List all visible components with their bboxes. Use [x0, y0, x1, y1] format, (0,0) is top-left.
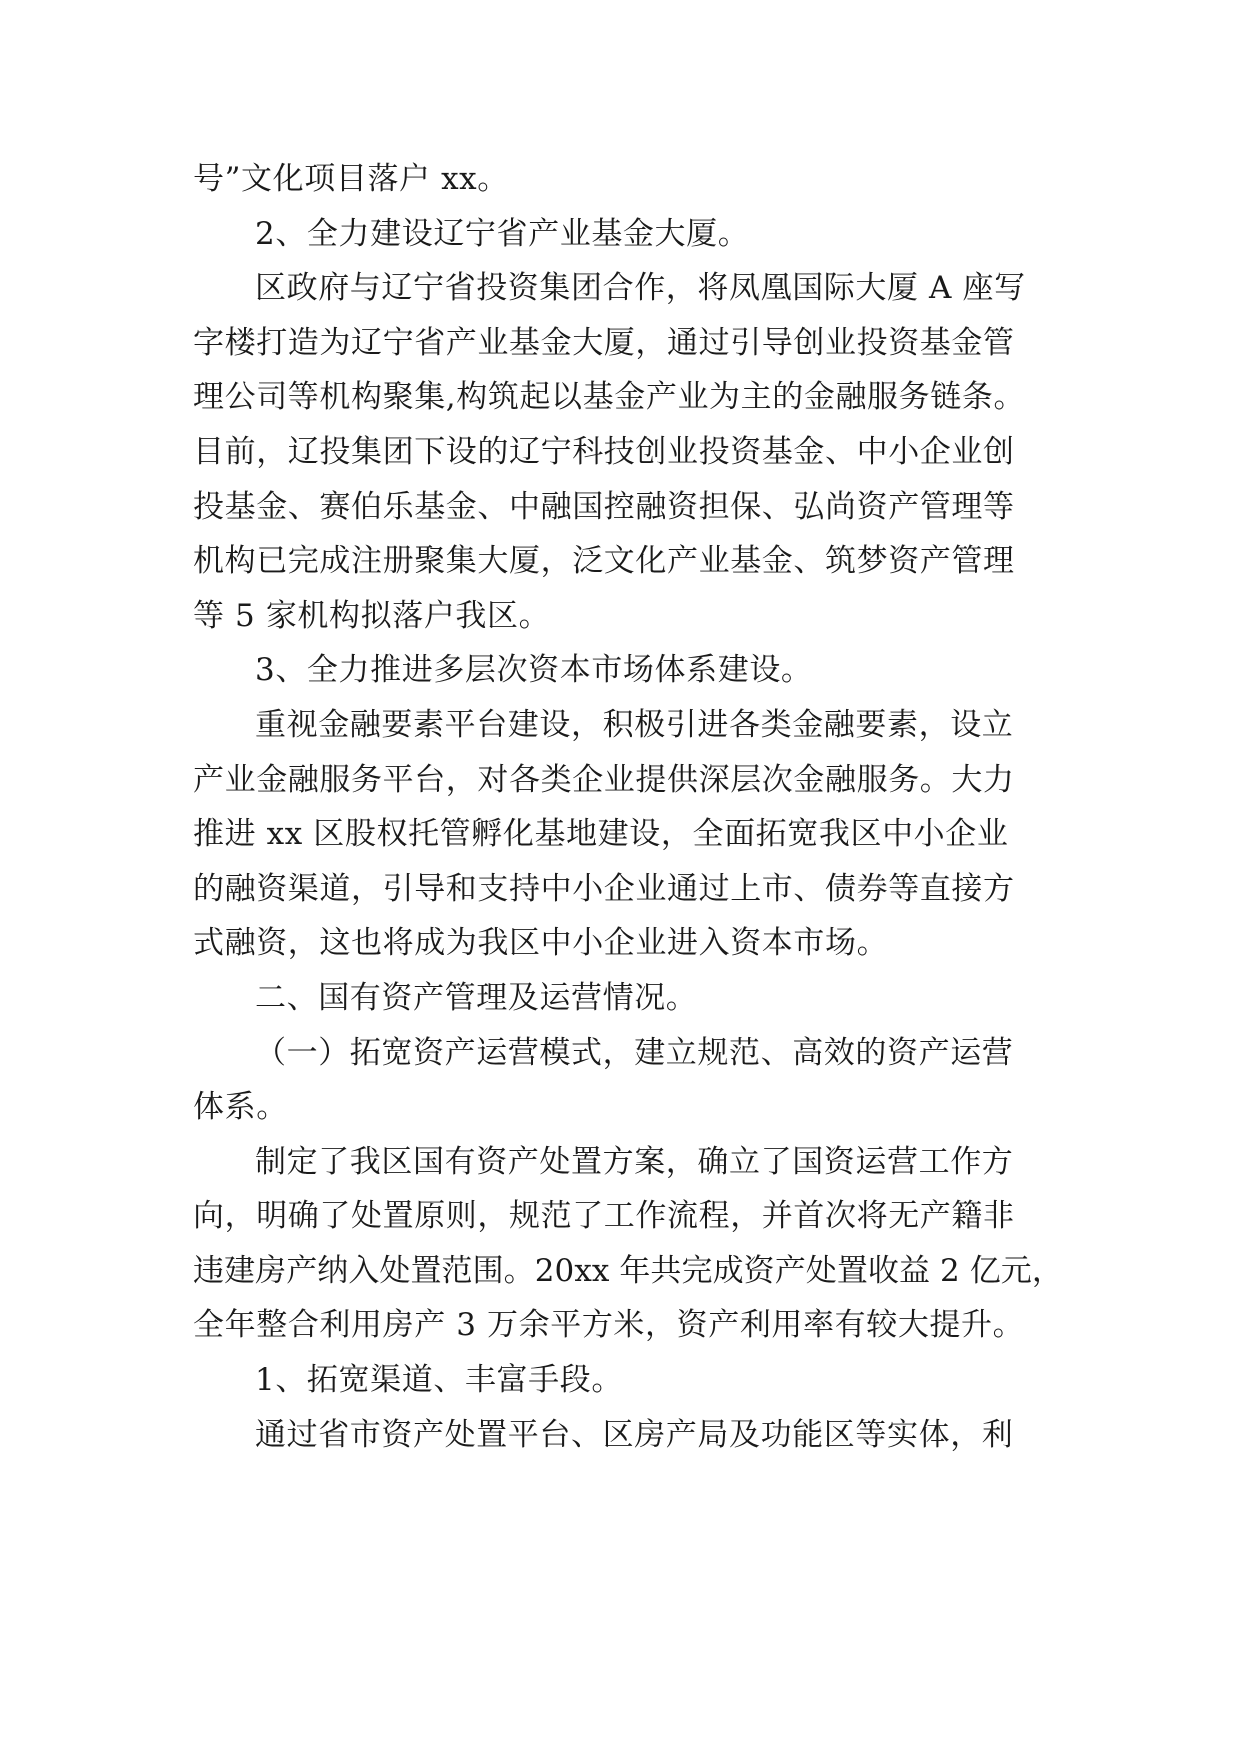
- text-line: 2、全力建设辽宁省产业基金大厦。: [255, 215, 750, 252]
- text-line: （一）拓宽资产运营模式，建立规范、高效的资产运营: [255, 1034, 1014, 1071]
- text-line: 式融资，这也将成为我区中小企业进入资本市场。: [193, 925, 889, 962]
- text-line: 重视金融要素平台建设，积极引进各类金融要素，设立: [255, 706, 1014, 743]
- text-line: 全年整合利用房产 3 万余平方米，资产利用率有较大提升。: [193, 1307, 1025, 1344]
- text-line: 字楼打造为辽宁省产业基金大厦，通过引导创业投资基金管: [193, 324, 1015, 361]
- text-line: 机构已完成注册聚集大厦，泛文化产业基金、筑梦资产管理: [193, 543, 1015, 580]
- text-line: 1、拓宽渠道、丰富手段。: [255, 1362, 623, 1399]
- text-line: 制定了我区国有资产处置方案，确立了国资运营工作方: [255, 1143, 1014, 1180]
- text-line: 违建房产纳入处置范围。20xx 年共完成资产处置收益 2 亿元，: [193, 1252, 1063, 1289]
- text-line: 通过省市资产处置平台、区房产局及功能区等实体，利: [255, 1416, 1014, 1453]
- text-line: 3、全力推进多层次资本市场体系建设。: [255, 652, 813, 689]
- text-line: 号”文化项目落户 xx。: [193, 161, 509, 197]
- text-line: 等 5 家机构拟落户我区。: [193, 597, 551, 634]
- text-line: 体系。: [193, 1089, 288, 1126]
- text-line: 区政府与辽宁省投资集团合作，将凤凰国际大厦 A 座写: [255, 270, 1026, 307]
- text-line: 二、国有资产管理及运营情况。: [255, 979, 698, 1016]
- text-line: 的融资渠道，引导和支持中小企业通过上市、债券等直接方: [193, 870, 1015, 907]
- text-line: 向，明确了处置原则，规范了工作流程，并首次将无产籍非: [193, 1198, 1015, 1235]
- text-line: 投基金、赛伯乐基金、中融国控融资担保、弘尚资产管理等: [193, 488, 1015, 525]
- document-body: [193, 152, 1063, 1462]
- text-line: 推进 xx 区股权托管孵化基地建设，全面拓宽我区中小企业: [193, 816, 1009, 853]
- text-line: 理公司等机构聚集,构筑起以基金产业为主的金融服务链条。: [193, 379, 1026, 416]
- text-line: 产业金融服务平台，对各类企业提供深层次金融服务。大力: [193, 761, 1015, 798]
- text-line: 目前，辽投集团下设的辽宁科技创业投资基金、中小企业创: [193, 433, 1015, 470]
